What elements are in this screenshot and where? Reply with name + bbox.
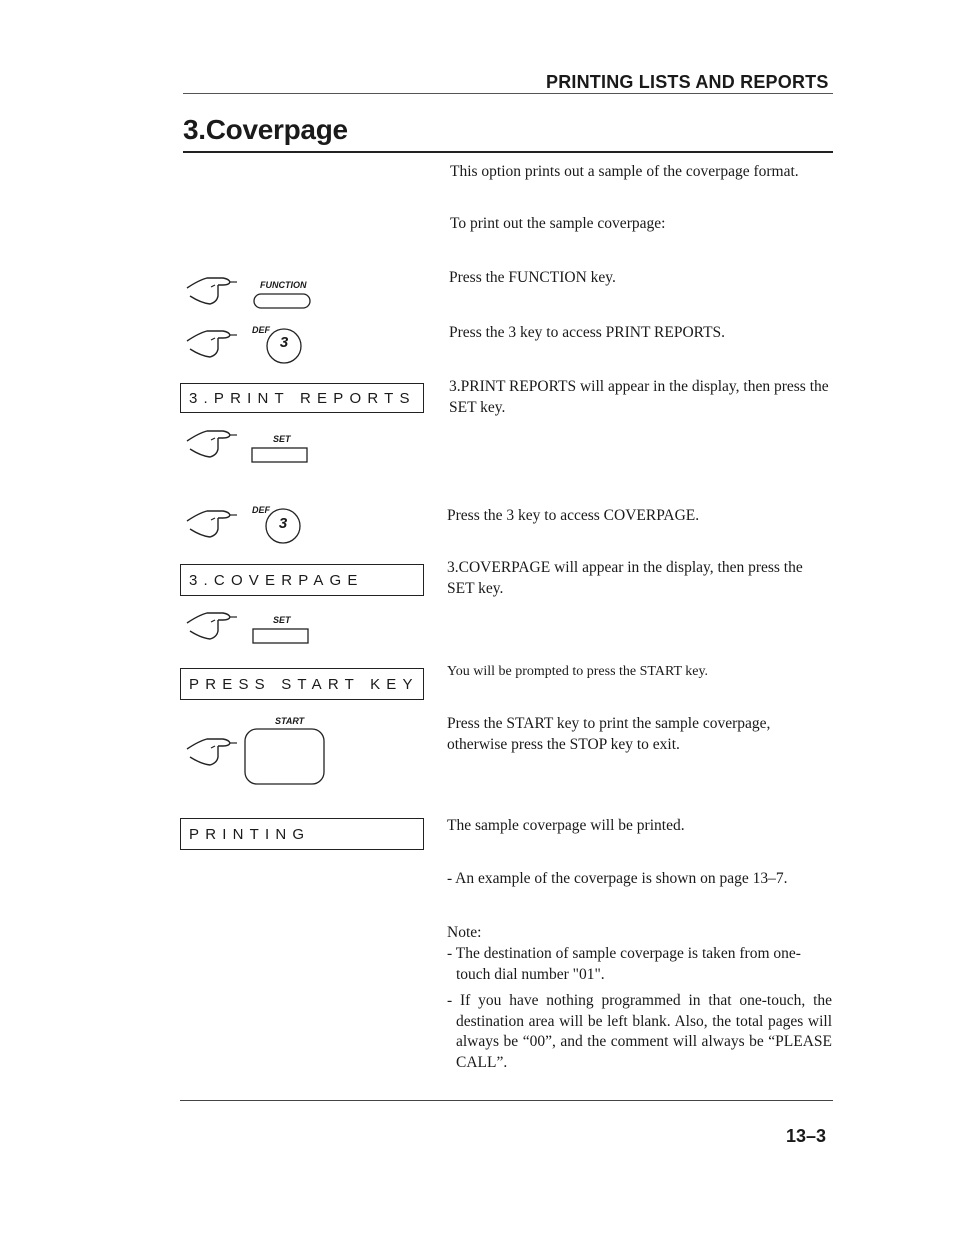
page-number: 13–3 xyxy=(786,1126,827,1146)
page-title: 3.Coverpage xyxy=(183,114,348,145)
def-key-label: DEF xyxy=(252,505,270,515)
function-key[interactable] xyxy=(253,292,313,312)
def-key-label: DEF xyxy=(252,325,270,335)
header-rule xyxy=(183,93,833,94)
example-text: - An example of the coverpage is shown on page 13–7. xyxy=(447,870,788,887)
function-key-label: FUNCTION xyxy=(260,280,307,290)
step-3-text: 3.PRINT REPORTS will appear in the display, then press the SET key. xyxy=(449,378,829,416)
lcd-printing: PRINTING xyxy=(180,818,424,850)
intro-text: This option prints out a sample of the coverpage format. xyxy=(450,163,799,180)
footer-rule xyxy=(180,1100,833,1101)
note-item-1: - The destination of sample coverpage is taken from one-touch dial number "01". xyxy=(447,945,801,983)
set-key-label: SET xyxy=(273,434,291,444)
pointing-hand-icon xyxy=(185,272,245,312)
running-header: PRINTING LISTS AND REPORTS xyxy=(546,72,829,92)
step-6-text: You will be prompted to press the START key. xyxy=(447,664,709,679)
lead-text: To print out the sample coverpage: xyxy=(450,215,666,232)
digit-3-key-label: 3 xyxy=(279,334,289,351)
lcd-coverpage: 3.COVERPAGE xyxy=(180,564,424,596)
pointing-hand-icon xyxy=(185,733,245,773)
step-8-text: The sample coverpage will be printed. xyxy=(447,817,685,834)
start-key[interactable] xyxy=(244,728,328,788)
pointing-hand-icon xyxy=(185,505,245,545)
step-7-text: Press the START key to print the sample coverpage, otherwise press the STOP key to exit. xyxy=(447,715,771,753)
lcd-press-start-key: PRESS START KEY xyxy=(180,668,424,700)
set-key[interactable] xyxy=(251,447,311,467)
step-4-text: Press the 3 key to access COVERPAGE. xyxy=(447,507,700,524)
pointing-hand-icon xyxy=(185,325,245,365)
step-5-text: 3.COVERPAGE will appear in the display, then press the SET key. xyxy=(447,559,803,597)
digit-3-key-label: 3 xyxy=(278,515,288,532)
pointing-hand-icon xyxy=(185,425,245,465)
pointing-hand-icon xyxy=(185,607,245,647)
start-key-label: START xyxy=(275,716,305,726)
set-key[interactable] xyxy=(252,628,312,648)
title-rule xyxy=(183,151,833,153)
step-2-text: Press the 3 key to access PRINT REPORTS. xyxy=(449,324,726,341)
set-key-label: SET xyxy=(273,615,291,625)
note-label: Note: xyxy=(447,924,482,941)
note-item-2: - If you have nothing programmed in that one-touch, the destination area will be left blank. Also, the total pages will always be “00”, and the comment will always be “PLEASE CALL”. xyxy=(447,992,832,1071)
lcd-print-reports: 3.PRINT REPORTS xyxy=(180,383,424,413)
step-1-text: Press the FUNCTION key. xyxy=(449,269,616,286)
